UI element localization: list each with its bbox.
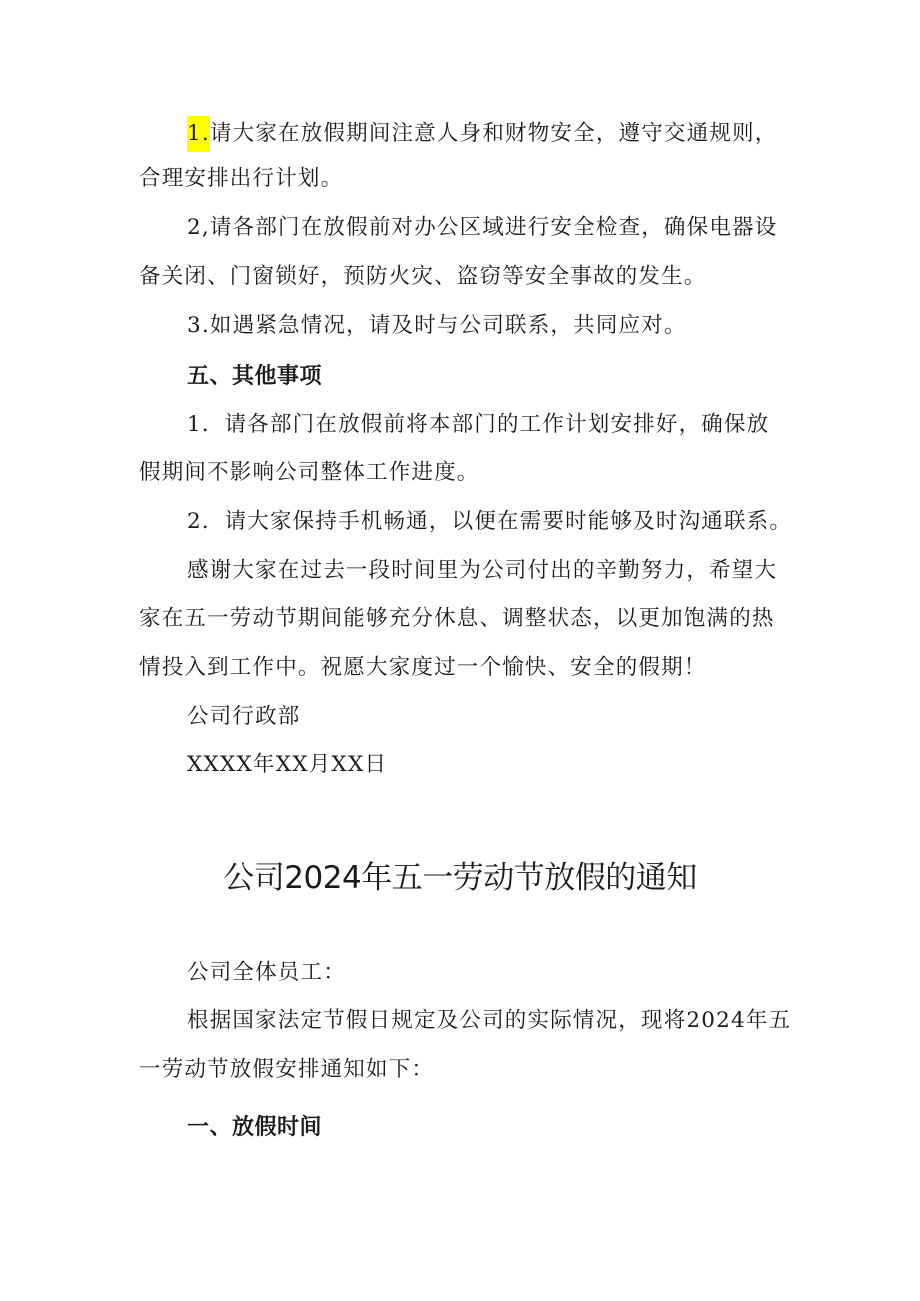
signature-department: 公司行政部 [187,704,301,729]
section4-item1-text: 请大家在放假期间注意人身和财物安全，遵守交通规则， [209,121,778,146]
notice-salutation: 公司全体员工： [187,960,346,985]
closing-line1: 感谢大家在过去一段时间里为公司付出的辛勤努力，希望大 [187,558,778,583]
section4-item2-line1: 2,请各部门在放假前对办公区域进行安全检查，确保电器设 [187,215,778,240]
section5-item1-line1: 1．请各部门在放假前将本部门的工作计划安排好，确保放 [187,412,770,437]
section4-item2-line2: 备关闭、门窗锁好，预防火灾、盗窃等安全事故的发生。 [139,264,707,289]
notice-intro-line1: 根据国家法定节假日规定及公司的实际情况，现将2024年五 [187,1008,792,1033]
highlighted-list-marker: 1. [187,116,210,152]
notice-title: 公司2024年五一劳动节放假的通知 [223,860,697,896]
notice-heading-holiday-time: 一、放假时间 [187,1115,323,1140]
closing-line2: 家在五一劳动节期间能够充分休息、调整状态，以更加饱满的热 [139,606,775,631]
section5-item2: 2．请大家保持手机畅通，以便在需要时能够及时沟通联系。 [187,509,793,534]
section4-item3: 3.如遇紧急情况，请及时与公司联系，共同应对。 [187,313,687,338]
section5-heading: 五、其他事项 [187,364,323,389]
closing-line3: 情投入到工作中。祝愿大家度过一个愉快、安全的假期！ [139,655,707,680]
section5-item1-line2: 假期间不影响公司整体工作进度。 [139,460,480,485]
notice-intro-line2: 一劳动节放假安排通知如下： [139,1057,435,1082]
section4-item1-line2: 合理安排出行计划。 [139,166,344,191]
signature-date: XXXX年XX月XX日 [187,752,388,777]
section4-item1-line1 [187,116,837,152]
